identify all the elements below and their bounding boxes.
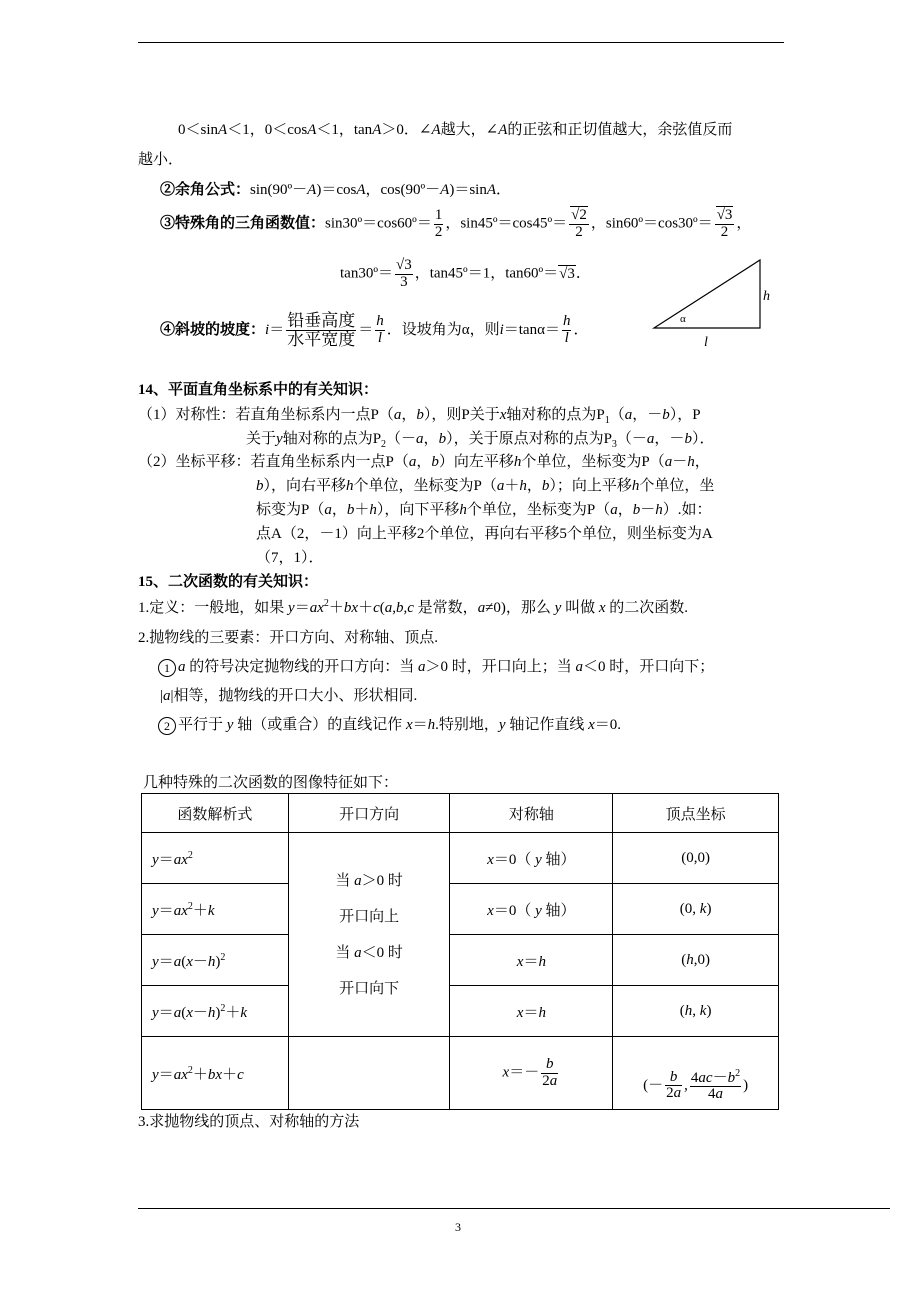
table-header-row xyxy=(142,794,779,833)
vertex-cell: (－ $\frac{b}{2a}$ , $\frac{4ac-b^2}{4a}$ ) xyxy=(613,1037,779,1110)
header-rule xyxy=(138,42,784,43)
header-cell: 对称轴 xyxy=(450,794,613,833)
table-row xyxy=(142,1037,779,1110)
triangle-l-label: l xyxy=(704,335,708,350)
triangle-h-label: h xyxy=(763,289,770,304)
translation-line4: 点A（2，－1）向上平移2个单位，再向右平移5个单位，则坐标变为A xyxy=(256,526,713,542)
trig-range-line-cont: 越小． xyxy=(138,152,184,168)
quadratic-feature-table xyxy=(141,793,779,1110)
axis-cell: x＝0（ y 轴） xyxy=(450,884,613,935)
special-label: ③特殊角的三角函数值： xyxy=(160,215,326,232)
header-cell: 函数解析式 xyxy=(142,794,289,833)
axis-cell: x＝0（ y 轴） xyxy=(450,833,613,884)
table-caption: 几种特殊的二次函数的图像特征如下： xyxy=(143,774,399,791)
vertex-method: 3.求抛物线的顶点、对称轴的方法 xyxy=(138,1114,360,1130)
footer-rule xyxy=(138,1208,890,1209)
func-cell: $y=ax^2+k$ xyxy=(142,884,289,935)
header-cell: 开口方向 xyxy=(288,794,450,833)
axis-rule: 2 平行于 y 轴（或重合）的直线记作 x＝h.特别地，y 轴记作直线 x＝0. xyxy=(158,713,621,735)
vertex-cell: (h, k) xyxy=(613,986,779,1037)
table-row xyxy=(142,884,779,935)
special-angles-line1: ③特殊角的三角函数值：sin30º＝cos60º＝ $\frac{1}{2}$ ，sin45º＝cos45º＝ $\frac{√2}{2}$ ，sin60º＝cos30º＝ $\frac{√3}{2}$ ， xyxy=(160,207,752,240)
triangle-alpha-label: α xyxy=(680,313,686,325)
quadratic-definition: 1.定义：一般地，如果 $y=ax^2+bx+c(a,b,c$ 是常数，a≠0)，那么 y 叫做 x 的二次函数. xyxy=(138,598,689,616)
slope-formula: ④斜坡的坡度：i＝ $\frac{\text{铅垂高度}}{\text{水平宽度}}$ ＝ $\frac{h}{l}$ ．设坡角为α，则i＝tanα＝ $\frac{h}{l}$ ． xyxy=(160,311,589,349)
sec15-title: 15、二次函数的有关知识： xyxy=(138,574,319,590)
slope-numerator: 铅垂高度 xyxy=(287,311,356,330)
slope-label: ④斜坡的坡度： xyxy=(160,321,266,338)
slope-denominator: 水平宽度 xyxy=(287,329,356,349)
axis-cell: x＝－ $\frac{b}{2a}$ xyxy=(450,1037,613,1110)
opening-empty-cell xyxy=(288,1037,450,1110)
table-row xyxy=(142,935,779,986)
table-row xyxy=(142,986,779,1037)
opening-cell: 当 a＞0 时 开口向上 当 a＜0 时 开口向下 xyxy=(288,833,450,1037)
func-cell: $y=a(x-h)^2$ xyxy=(142,935,289,986)
symmetry-line1: （1）对称性：若直角坐标系内一点P（a，b），则P关于x轴对称的点为$P_1(a$，－b），P xyxy=(138,407,701,426)
header-cell: 顶点坐标 xyxy=(613,794,779,833)
vertex-cell: (0, k) xyxy=(613,884,779,935)
func-cell: $y=ax^2+bx+c$ xyxy=(142,1037,289,1110)
func-cell: $y=a(x-h)^2+k$ xyxy=(142,986,289,1037)
axis-cell: x＝h xyxy=(450,935,613,986)
special-angles-line2: tan30º＝ $\frac{√3}{3}$ ，tan45º＝1，tan60º＝√3． xyxy=(340,257,591,290)
translation-line5: （7，1）． xyxy=(256,550,324,566)
slope-triangle-diagram xyxy=(648,256,778,352)
translation-line3: 标变为P（a，b＋h），向下平移h个单位，坐标变为P（a，b－h）.如： xyxy=(256,502,712,518)
vertex-cell: (h,0) xyxy=(613,935,779,986)
page-number: 3 xyxy=(455,1220,461,1234)
cofunction-label: ②余角公式： xyxy=(160,182,251,198)
three-elements: 2.抛物线的三要素：开口方向、对称轴、顶点. xyxy=(138,630,439,646)
sec14-title: 14、平面直角坐标系中的有关知识： xyxy=(138,382,379,398)
symmetry-line2: 关于y轴对称的点为$P_2(-a$，b），关于原点对称的点为$P_3(-a$，－b）． xyxy=(246,431,715,450)
axis-cell: x＝h xyxy=(450,986,613,1037)
table-row xyxy=(142,833,779,884)
func-cell: $y=ax^2$ xyxy=(142,833,289,884)
cofunction-formula: ②余角公式：sin(90º－A)＝cosA，cos(90º－A)＝sinA． xyxy=(160,182,512,198)
vertex-cell: (0,0) xyxy=(613,833,779,884)
opening-rule: 1 a 的符号决定抛物线的开口方向：当 a＞0 时，开口向上；当 a＜0 时，开口向下； xyxy=(158,655,714,677)
opening-rule-cont: |a|相等，抛物线的开口大小、形状相同. xyxy=(160,688,418,704)
translation-line1: （2）坐标平移：若直角坐标系内一点P（a，b）向左平移h个单位，坐标变为P（a－h， xyxy=(138,454,710,470)
translation-line2: b），向右平移h个单位，坐标变为P（a＋h，b）；向上平移h个单位，坐 xyxy=(256,478,715,494)
trig-range-line: 0＜sinA＜1，0＜cosA＜1，tanA＞0．∠A越大，∠A的正弦和正切值越大，余弦值反而 xyxy=(178,122,733,138)
